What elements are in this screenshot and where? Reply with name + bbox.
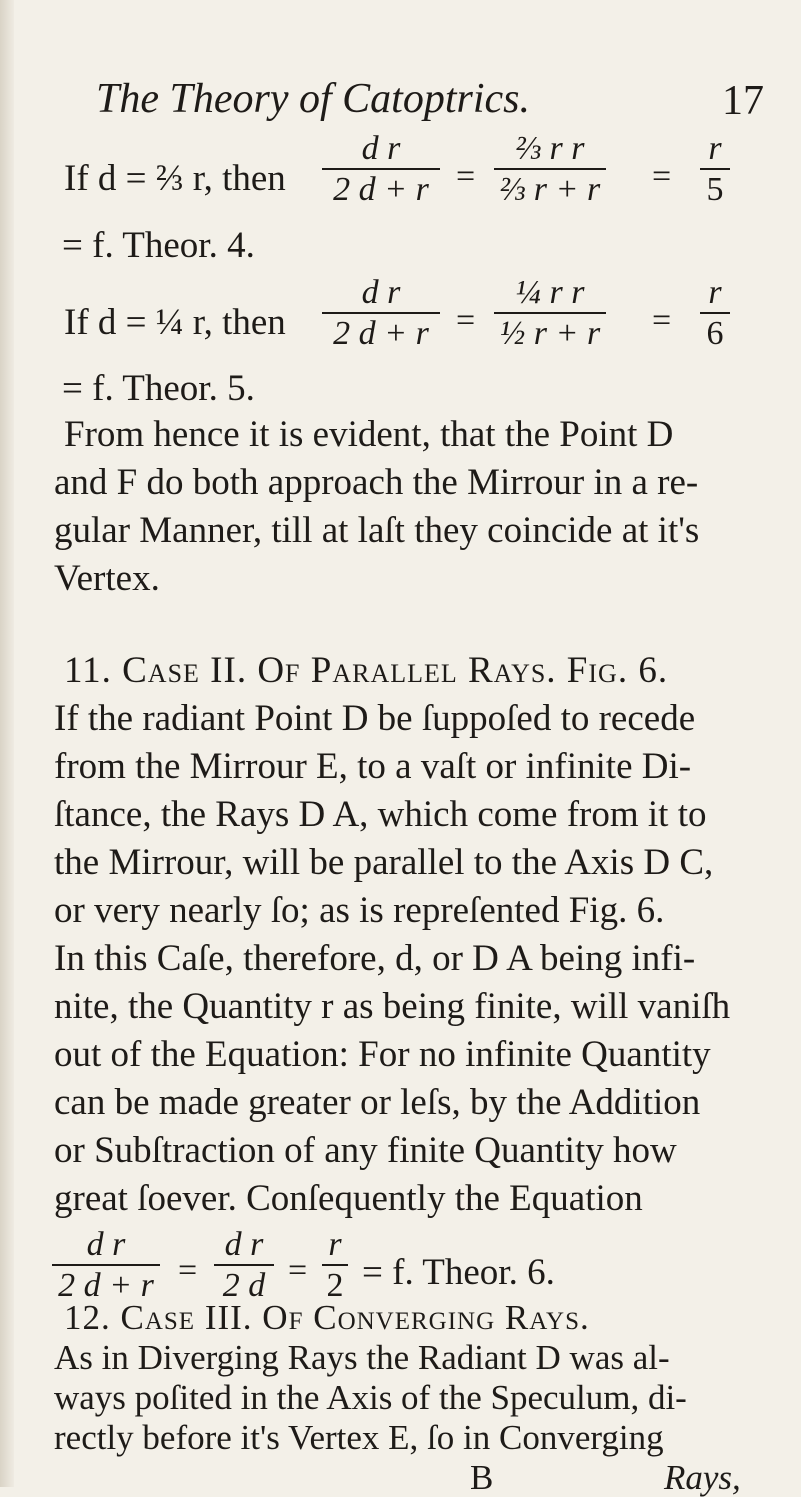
page-number: 17: [722, 78, 764, 124]
paragraph-line: and F do both approach the Mirrour in a re-: [54, 462, 699, 503]
formula2-fraction-a: [322, 276, 440, 351]
formula3-result: = f. Theor. 6.: [362, 1252, 555, 1293]
paragraph-line: or very nearly ſo; as is repreſented Fig. 6.: [54, 890, 665, 931]
signature-mark: B: [470, 1458, 494, 1497]
running-head-title: The Theory of Catoptrics.: [96, 76, 531, 122]
formula1-frac-b-numerator: ⅔ r r: [515, 130, 585, 167]
formula3-frac-b-numerator: d r: [224, 1226, 264, 1263]
section-12-heading: 12. Case III. Of Converging Rays.: [64, 1298, 590, 1337]
formula2-frac-c-denominator: 6: [706, 315, 724, 352]
formula1-frac-b-denominator: ⅔ r + r: [499, 171, 601, 208]
formula1-fraction-c: [700, 132, 730, 207]
formula3-frac-c-numerator: r: [328, 1226, 342, 1263]
paragraph-line: or Subſtraction of any finite Quantity how: [54, 1130, 677, 1171]
formula3-frac-a-numerator: d r: [86, 1226, 126, 1263]
equals-sign: =: [288, 1252, 308, 1289]
formula3-frac-b-denominator: 2 d: [222, 1267, 266, 1304]
formula2-result: = f. Theor. 5.: [62, 368, 255, 409]
paragraph-line: great ſoever. Conſequently the Equation: [54, 1178, 643, 1219]
paragraph-line: gular Manner, till at laſt they coincide at it's: [54, 510, 700, 551]
paragraph-line: nite, the Quantity r as being finite, will vaniſh: [54, 986, 731, 1027]
formula2-frac-c-numerator: r: [708, 274, 722, 311]
formula3-fraction-a: [52, 1228, 160, 1303]
formula3-fraction-c: [322, 1228, 348, 1303]
paragraph-line: from the Mirrour E, to a vaſt or infinite Di-: [54, 746, 692, 787]
formula1-frac-a-denominator: 2 d + r: [333, 171, 429, 208]
formula2-frac-b-numerator: ¼ r r: [515, 274, 585, 311]
equals-sign: =: [456, 158, 476, 195]
formula1-frac-c-denominator: 5: [706, 171, 724, 208]
equals-sign: =: [652, 302, 672, 339]
formula2-fraction-b: [494, 276, 606, 351]
equals-sign: =: [456, 302, 476, 339]
paragraph-line: From hence it is evident, that the Point D: [64, 414, 674, 455]
paragraph-line: rectly before it's Vertex E, ſo in Converging: [54, 1418, 664, 1457]
section-11-heading: 11. Case II. Of Parallel Rays. Fig. 6.: [64, 650, 669, 691]
formula2-condition: If d = ¼ r, then: [64, 302, 286, 343]
formula3-frac-a-denominator: 2 d + r: [58, 1267, 154, 1304]
equals-sign: =: [178, 1252, 198, 1289]
paragraph-line: If the radiant Point D be ſuppoſed to recede: [54, 698, 696, 739]
formula1-frac-c-numerator: r: [708, 130, 722, 167]
formula3-frac-c-denominator: 2: [326, 1267, 344, 1304]
formula2-frac-a-denominator: 2 d + r: [333, 315, 429, 352]
paragraph-line: Vertex.: [54, 558, 160, 599]
paragraph-line: the Mirrour, will be parallel to the Axis D C,: [54, 842, 714, 883]
paragraph-line: In this Caſe, therefore, d, or D A being infi-: [54, 938, 696, 979]
catchword: Rays,: [664, 1458, 741, 1497]
formula3-fraction-b: [214, 1228, 274, 1303]
page-edge-shadow: [0, 0, 14, 1487]
paragraph-line: ſtance, the Rays D A, which come from it to: [54, 794, 707, 835]
formula2-fraction-c: [700, 276, 730, 351]
paragraph-line: out of the Equation: For no infinite Quantity: [54, 1034, 711, 1075]
formula1-fraction-a: [322, 132, 440, 207]
paragraph-line: can be made greater or leſs, by the Addition: [54, 1082, 701, 1123]
formula1-result: = f. Theor. 4.: [62, 225, 255, 266]
formula2-frac-a-numerator: d r: [361, 274, 401, 311]
formula1-fraction-b: [494, 132, 606, 207]
formula1-frac-a-numerator: d r: [361, 130, 401, 167]
formula2-frac-b-denominator: ½ r + r: [499, 315, 601, 352]
equals-sign: =: [652, 158, 672, 195]
paragraph-line: ways poſited in the Axis of the Speculum, di-: [54, 1378, 687, 1417]
formula1-condition: If d = ⅔ r, then: [64, 158, 286, 199]
paragraph-line: As in Diverging Rays the Radiant D was al-: [54, 1338, 670, 1377]
